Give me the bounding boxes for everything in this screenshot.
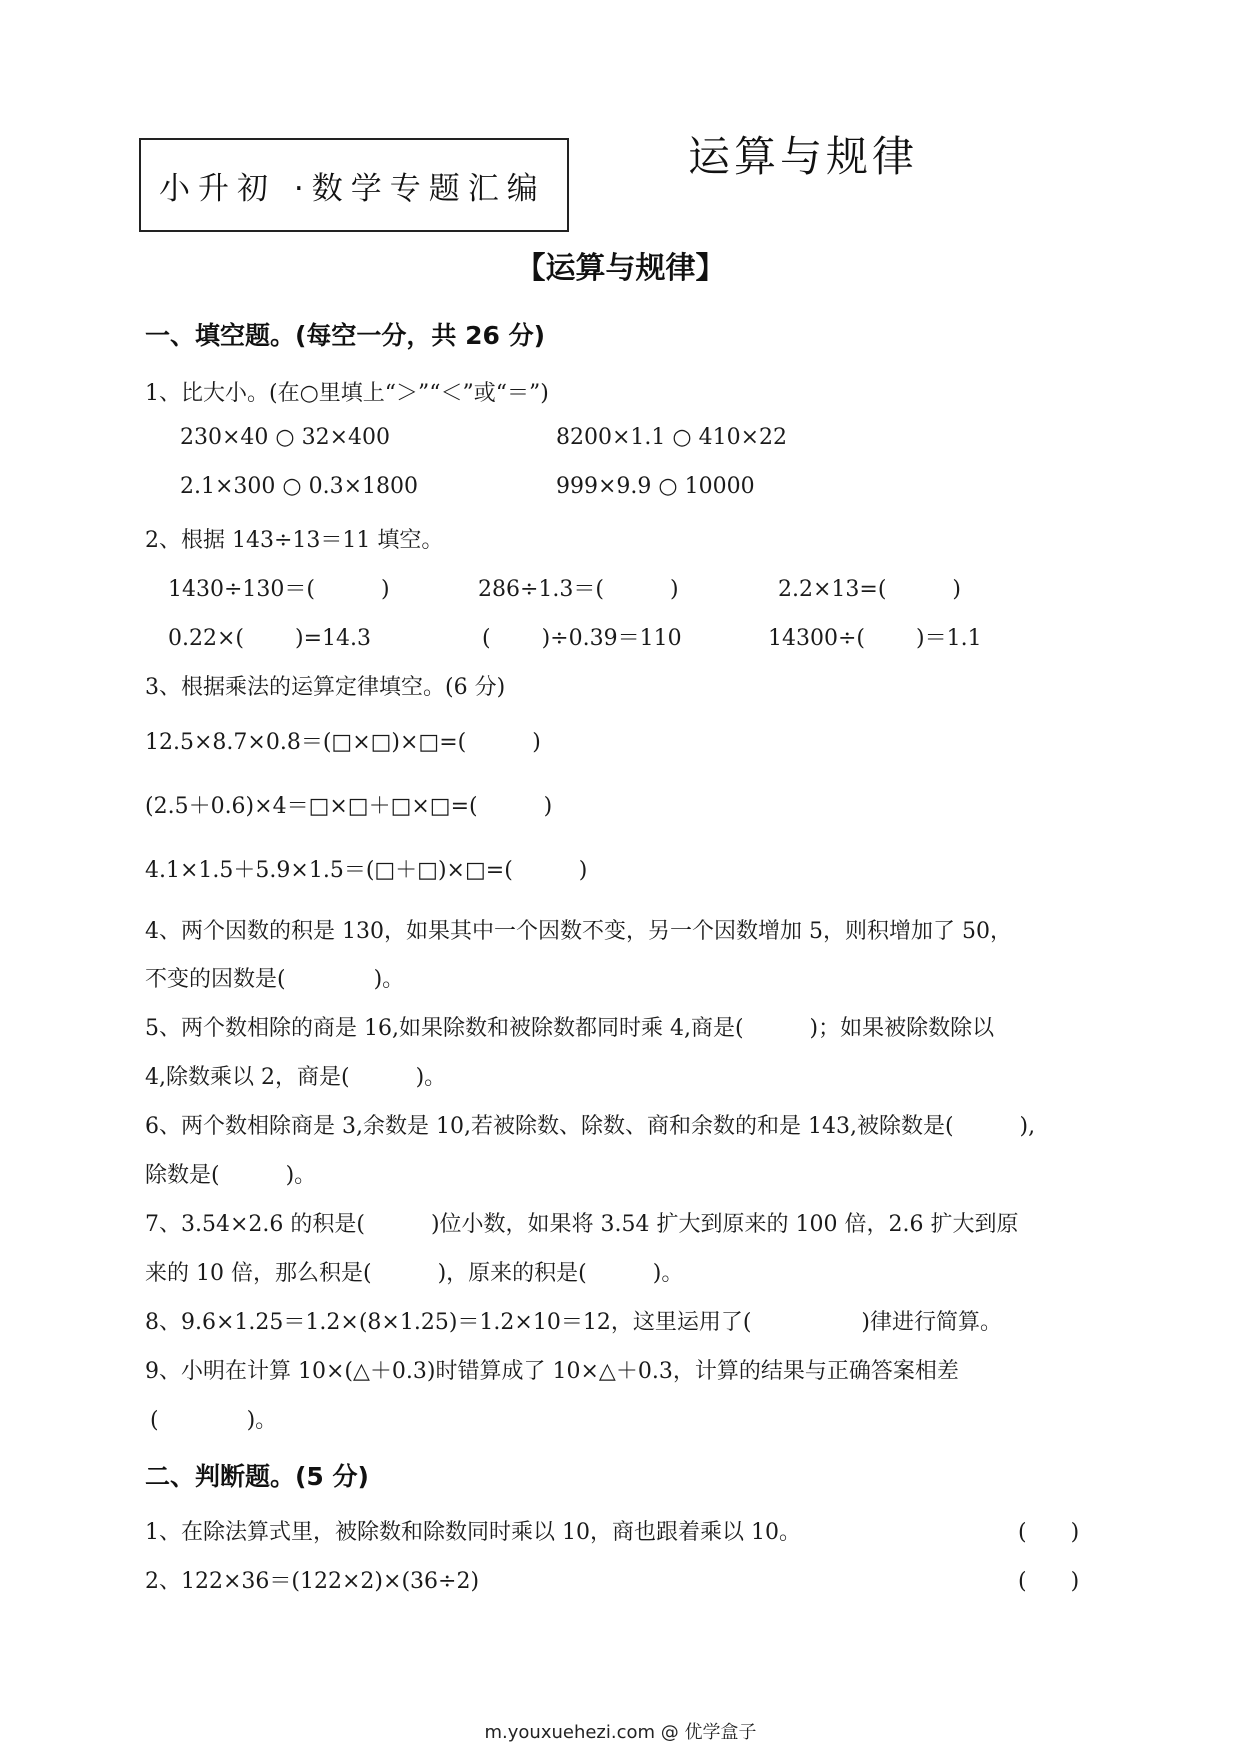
section-subtitle: 【运算与规律】 bbox=[515, 251, 726, 286]
judge-item-answer-box: ( ) bbox=[1018, 1569, 1080, 1594]
question-3-prompt: 3、根据乘法的运算定律填空。(6 分) bbox=[145, 675, 506, 700]
series-badge-text: 小升初 ·数学专题汇编 bbox=[159, 170, 546, 207]
question-2-item: ( )÷0.39＝110 bbox=[482, 626, 682, 651]
question-7-line: 来的 10 倍，那么积是( )，原来的积是( )。 bbox=[145, 1261, 684, 1286]
footer-watermark: m.youxuehezi.com @ 优学盒子 bbox=[484, 1722, 757, 1743]
question-8-line: 8、9.6×1.25＝1.2×(8×1.25)＝1.2×10＝12，这里运用了( )律进行简算。 bbox=[145, 1310, 1002, 1335]
question-1-prompt: 1、比大小。(在○里填上“＞”“＜”或“＝”) bbox=[145, 381, 549, 406]
question-9-line: 9、小明在计算 10×(△＋0.3)时错算成了 10×△＋0.3，计算的结果与正确答案相差 bbox=[145, 1359, 959, 1384]
question-3-item: 12.5×8.7×0.8＝(□×□)×□=( ) bbox=[145, 730, 541, 755]
question-1-item: 230×40 ○ 32×400 bbox=[180, 425, 391, 450]
series-badge bbox=[139, 138, 569, 232]
question-4-line: 4、两个因数的积是 130，如果其中一个因数不变，另一个因数增加 5，则积增加了 50， bbox=[145, 919, 1012, 944]
judge-item-text: 1、在除法算式里，被除数和除数同时乘以 10，商也跟着乘以 10。 bbox=[145, 1520, 801, 1545]
question-3-item: 4.1×1.5＋5.9×1.5＝(□＋□)×□=( ) bbox=[145, 858, 588, 883]
question-1-item: 8200×1.1 ○ 410×22 bbox=[556, 425, 788, 450]
question-9-line: ( )。 bbox=[150, 1408, 278, 1433]
question-1-item: 999×9.9 ○ 10000 bbox=[556, 474, 755, 499]
section-heading-fill-blank: 一、填空题。(每空一分，共 26 分) bbox=[145, 321, 546, 350]
question-6-line: 6、两个数相除商是 3,余数是 10,若被除数、除数、商和余数的和是 143,被除数是( ), bbox=[145, 1114, 1036, 1139]
question-6-line: 除数是( )。 bbox=[145, 1163, 317, 1188]
question-2-item: 286÷1.3＝( ) bbox=[478, 577, 679, 602]
question-5-line: 4,除数乘以 2，商是( )。 bbox=[145, 1065, 447, 1090]
page-title: 运算与规律 bbox=[688, 132, 919, 181]
question-2-item: 1430÷130＝( ) bbox=[168, 577, 390, 602]
question-2-item: 2.2×13=( ) bbox=[778, 577, 962, 602]
question-3-item: (2.5＋0.6)×4＝□×□＋□×□=( ) bbox=[145, 794, 553, 819]
judge-item-text: 2、122×36＝(122×2)×(36÷2) bbox=[145, 1569, 480, 1594]
question-2-prompt: 2、根据 143÷13＝11 填空。 bbox=[145, 528, 444, 553]
question-4-line: 不变的因数是( )。 bbox=[145, 967, 405, 992]
judge-item-answer-box: ( ) bbox=[1018, 1520, 1080, 1545]
question-2-item: 0.22×( )=14.3 bbox=[168, 626, 371, 651]
question-5-line: 5、两个数相除的商是 16,如果除数和被除数都同时乘 4,商是( )；如果被除数除以 bbox=[145, 1016, 995, 1041]
section-heading-true-false: 二、判断题。(5 分) bbox=[145, 1462, 369, 1491]
question-1-item: 2.1×300 ○ 0.3×1800 bbox=[180, 474, 419, 499]
question-7-line: 7、3.54×2.6 的积是( )位小数，如果将 3.54 扩大到原来的 100 倍，2.6 扩大到原 bbox=[145, 1212, 1019, 1237]
question-2-item: 14300÷( )＝1.1 bbox=[768, 626, 982, 651]
